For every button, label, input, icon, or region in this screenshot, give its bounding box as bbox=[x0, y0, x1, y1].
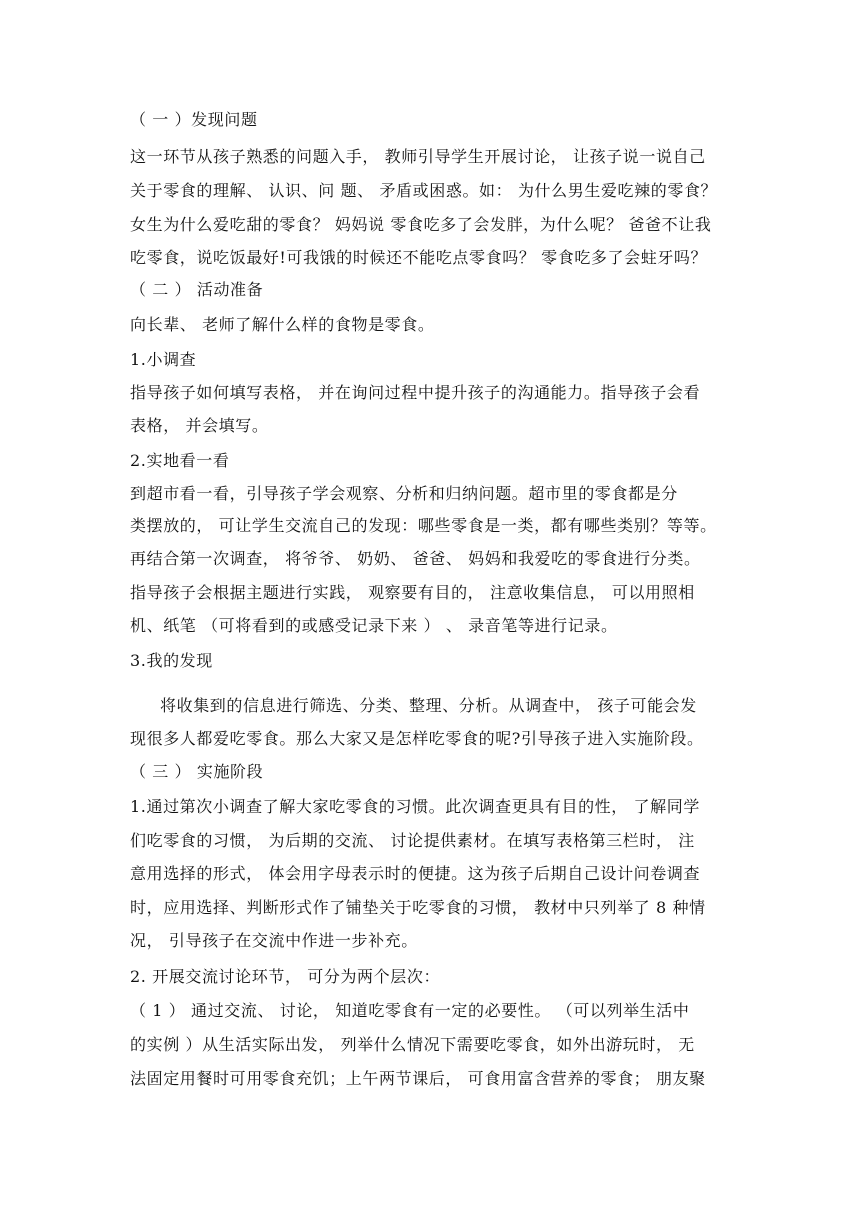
text-line: 向长辈、 老师了解什么样的食物是零食。 bbox=[130, 315, 435, 334]
subheading-field-visit: 2.实地看一看 bbox=[130, 451, 230, 470]
text-line: 再结合第一次调查， 将爷爷、 奶奶、 爸爸、 妈妈和我爱吃的零食进行分类。 bbox=[130, 549, 701, 568]
text-line: 表格， 并会填写。 bbox=[130, 416, 269, 435]
text-line: 女生为什么爱吃甜的零食？ 妈妈说 零食吃多了会发胖，为什么呢？ 爸爸不让我 bbox=[130, 215, 712, 234]
heading-discover-problem: （ 一 ）发现问题 bbox=[130, 110, 258, 129]
subheading-small-survey: 1.小调查 bbox=[130, 350, 197, 369]
text-line: 的实例 ）从生活实际出发， 列举什么情况下需要吃零食，如外出游玩时， 无 bbox=[130, 1035, 695, 1054]
text-line: 现很多人都爱吃零食。那么大家又是怎样吃零食的呢?引导孩子进入实施阶段。 bbox=[130, 729, 704, 748]
text-line: 意用选择的形式， 体会用字母表示时的便捷。这为孩子后期自己设计问卷调查 bbox=[130, 864, 701, 883]
text-line: 机、纸笔 （可将看到的或感受记录下来 ） 、 录音笔等进行记录。 bbox=[130, 616, 618, 635]
subheading-discussion: 2. 开展交流讨论环节， 可分为两个层次： bbox=[130, 967, 441, 986]
text-line: 吃零食，说吃饭最好!可我饿的时候还不能吃点零食吗？ 零食吃多了会蛀牙吗？ bbox=[130, 248, 708, 267]
text-line: 指导孩子会根据主题进行实践， 观察要有目的， 注意收集信息， 可以用照相 bbox=[130, 583, 695, 602]
text-line: 到超市看一看，引导孩子学会观察、分析和归纳问题。超市里的零食都是分 bbox=[130, 484, 678, 503]
text-line: 这一环节从孩子熟悉的问题入手， 教师引导学生开展讨论， 让孩子说一说自己 bbox=[130, 147, 706, 166]
text-line: 况， 引导孩子在交流中作进一步补充。 bbox=[130, 931, 418, 950]
text-line: 1.通过第次小调查了解大家吃零食的习惯。此次调查更具有目的性， 了解同学 bbox=[130, 797, 700, 816]
text-line: 时，应用选择、判断形式作了铺垫关于吃零食的习惯， 教材中只列举了 8 种情 bbox=[130, 898, 706, 917]
heading-activity-prep: （ 二 ） 活动准备 bbox=[130, 280, 264, 299]
text-line: 指导孩子如何填写表格， 并在询问过程中提升孩子的沟通能力。指导孩子会看 bbox=[130, 383, 701, 402]
text-line: 们吃零食的习惯， 为后期的交流、 讨论提供素材。在填写表格第三栏时， 注 bbox=[130, 831, 695, 850]
subheading-my-findings: 3.我的发现 bbox=[130, 651, 213, 670]
text-line: 法固定用餐时可用零食充饥；上午两节课后， 可食用富含营养的零食； 朋友聚 bbox=[130, 1069, 706, 1088]
text-line: （ 1 ） 通过交流、 讨论， 知道吃零食有一定的必要性。 （可以列举生活中 bbox=[130, 1001, 690, 1020]
heading-implementation: （ 三 ） 实施阶段 bbox=[130, 762, 264, 781]
text-line: 类摆放的， 可让学生交流自己的发现：哪些零食是一类，都有哪些类别？等等。 bbox=[130, 516, 717, 535]
text-line: 关于零食的理解、 认识、问 题、 矛盾或困惑。如： 为什么男生爱吃辣的零食？ bbox=[130, 181, 718, 200]
text-line: 将收集到的信息进行筛选、分类、整理、分析。从调查中， 孩子可能会发 bbox=[160, 696, 697, 715]
